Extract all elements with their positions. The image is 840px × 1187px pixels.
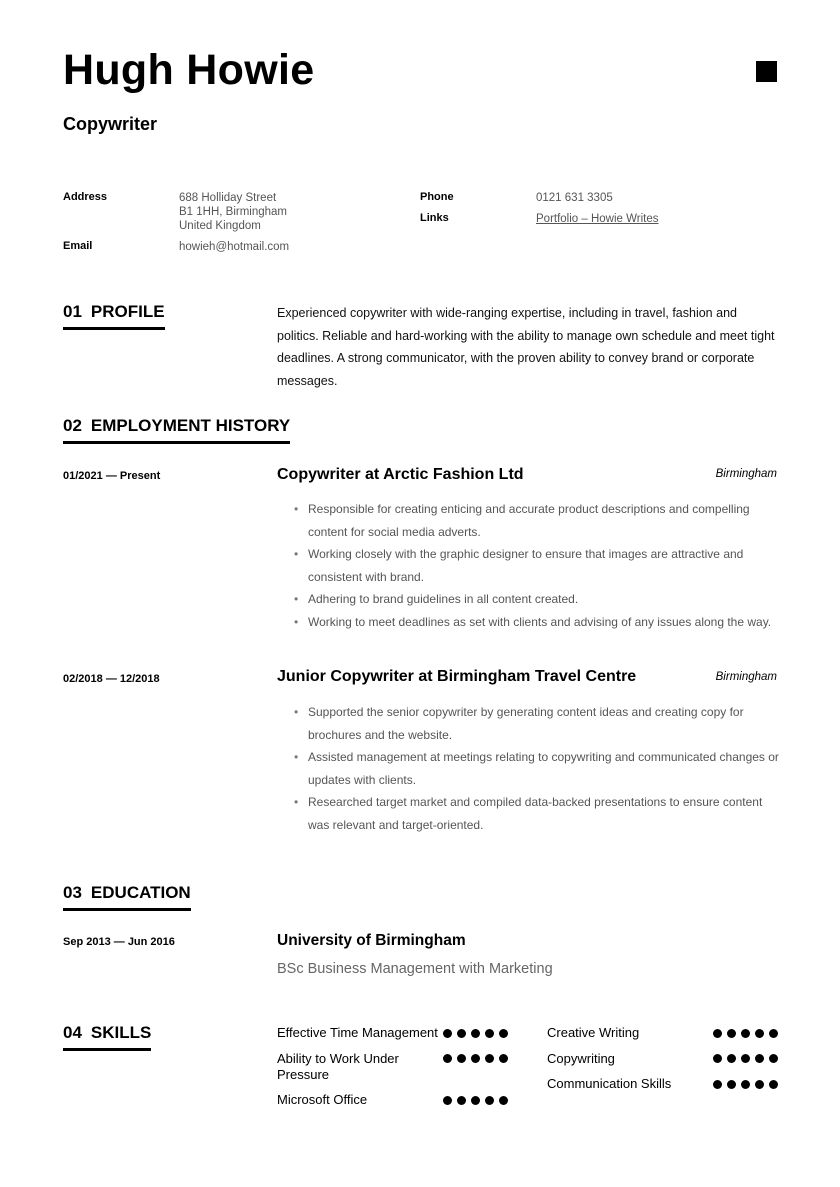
profile-text: Experienced copywriter with wide-ranging expertise, including in travel, fashion and politics. Reliable and hard-working with the ability to manage own schedule and meet tight deadlines. A strong communicator, with the proven ability to convey brand or corporate messages. — [277, 306, 775, 388]
list-item: • Assisted management at meetings relating to copywriting and communicated changes or updates with clients. — [292, 746, 784, 791]
education-number: 03 — [63, 883, 82, 902]
job-2-city: Birmingham — [715, 671, 777, 683]
rating-dot-icon — [727, 1080, 736, 1089]
links-value — [536, 212, 659, 226]
list-item: • Researched target market and compiled data-backed presentations to ensure content was relevant and target-oriented. — [292, 791, 784, 836]
skill-left-1-name: Effective Time Management — [277, 1025, 438, 1040]
phone-label: Phone — [420, 191, 454, 203]
list-item: • Adhering to brand guidelines in all content created. — [292, 588, 784, 611]
rating-dot-icon — [755, 1029, 764, 1038]
job-1-dates: 01/2021 — Present — [63, 470, 161, 482]
rating-dot-icon — [727, 1029, 736, 1038]
skills-heading — [63, 1023, 151, 1051]
job-1-bullets — [292, 498, 784, 633]
rating-dot-icon — [713, 1054, 722, 1063]
rating-dot-icon — [471, 1029, 480, 1038]
list-item: • Working to meet deadlines as set with clients and advising of any issues along the way. — [292, 611, 784, 634]
rating-dot-icon — [741, 1029, 750, 1038]
rating-dot-icon — [471, 1096, 480, 1105]
rating-dot-icon — [457, 1096, 466, 1105]
rating-dot-icon — [499, 1096, 508, 1105]
list-item: • Supported the senior copywriter by generating content ideas and creating copy for brochures and the website. — [292, 701, 784, 746]
address-value — [179, 191, 287, 233]
skills-title: SKILLS — [90, 1023, 152, 1042]
job-2-dates: 02/2018 — 12/2018 — [63, 673, 160, 685]
list-item: • Working closely with the graphic designer to ensure that images are attractive and consistent with brand. — [292, 543, 784, 588]
skill-right-2-name: Copywriting — [547, 1051, 615, 1066]
job-1-role: Copywriter at Arctic Fashion Ltd — [277, 466, 524, 483]
rating-dot-icon — [443, 1096, 452, 1105]
rating-dot-icon — [769, 1029, 778, 1038]
employment-title: EMPLOYMENT HISTORY — [90, 416, 291, 435]
rating-dot-icon — [471, 1054, 480, 1063]
portfolio-link[interactable]: Portfolio – Howie Writes — [536, 213, 659, 225]
rating-dot-icon — [769, 1080, 778, 1089]
education-dates: Sep 2013 — Jun 2016 — [63, 936, 175, 948]
address-line-3: United Kingdom — [179, 220, 261, 232]
rating-dot-icon — [713, 1029, 722, 1038]
education-degree: BSc Business Management with Marketing — [277, 961, 553, 977]
rating-dot-icon — [741, 1080, 750, 1089]
email-label: Email — [63, 240, 93, 252]
education-heading — [63, 883, 191, 911]
education-title: EDUCATION — [90, 883, 191, 902]
address-line-2: B1 1HH, Birmingham — [179, 206, 288, 218]
job-title: Copywriter — [63, 114, 158, 134]
rating-dot-icon — [457, 1029, 466, 1038]
rating-dot-icon — [499, 1029, 508, 1038]
skill-right-2-rating — [713, 1054, 778, 1063]
skill-left-3-rating — [443, 1096, 508, 1105]
job-1-city: Birmingham — [715, 468, 777, 480]
rating-dot-icon — [457, 1054, 466, 1063]
rating-dot-icon — [727, 1054, 736, 1063]
skill-left-1-rating — [443, 1029, 508, 1038]
job-2-role: Junior Copywriter at Birmingham Travel Centre — [277, 668, 637, 685]
list-item: • Responsible for creating enticing and accurate product descriptions and compelling content for social media adverts. — [292, 498, 784, 543]
email-value: howieh@hotmail.com — [179, 241, 290, 253]
job-2-bullets — [292, 701, 784, 836]
links-label: Links — [420, 212, 449, 224]
rating-dot-icon — [755, 1080, 764, 1089]
employment-heading — [63, 416, 290, 444]
skill-left-2-rating — [443, 1054, 508, 1063]
address-label: Address — [63, 191, 108, 203]
rating-dot-icon — [713, 1080, 722, 1089]
rating-dot-icon — [485, 1096, 494, 1105]
rating-dot-icon — [485, 1054, 494, 1063]
skill-left-3-name: Microsoft Office — [277, 1092, 368, 1107]
education-school: University of Birmingham — [277, 932, 466, 949]
profile-number: 01 — [63, 302, 82, 321]
rating-dot-icon — [443, 1029, 452, 1038]
phone-value: 0121 631 3305 — [536, 192, 613, 204]
rating-dot-icon — [499, 1054, 508, 1063]
decorative-square-icon — [756, 61, 777, 82]
skill-right-3-rating — [713, 1080, 778, 1089]
skill-right-1-rating — [713, 1029, 778, 1038]
rating-dot-icon — [485, 1029, 494, 1038]
rating-dot-icon — [443, 1054, 452, 1063]
rating-dot-icon — [741, 1054, 750, 1063]
skill-right-1-name: Creative Writing — [547, 1025, 640, 1040]
profile-title: PROFILE — [90, 302, 165, 321]
profile-heading — [63, 302, 165, 330]
skill-left-2-name: Ability to Work Under Pressure — [277, 1051, 399, 1082]
employment-number: 02 — [63, 416, 82, 435]
rating-dot-icon — [755, 1054, 764, 1063]
rating-dot-icon — [769, 1054, 778, 1063]
skills-number: 04 — [63, 1023, 82, 1042]
skill-right-3-name: Communication Skills — [547, 1076, 672, 1091]
address-line-1: 688 Holliday Street — [179, 192, 277, 204]
resume-name: Hugh Howie — [63, 46, 315, 94]
